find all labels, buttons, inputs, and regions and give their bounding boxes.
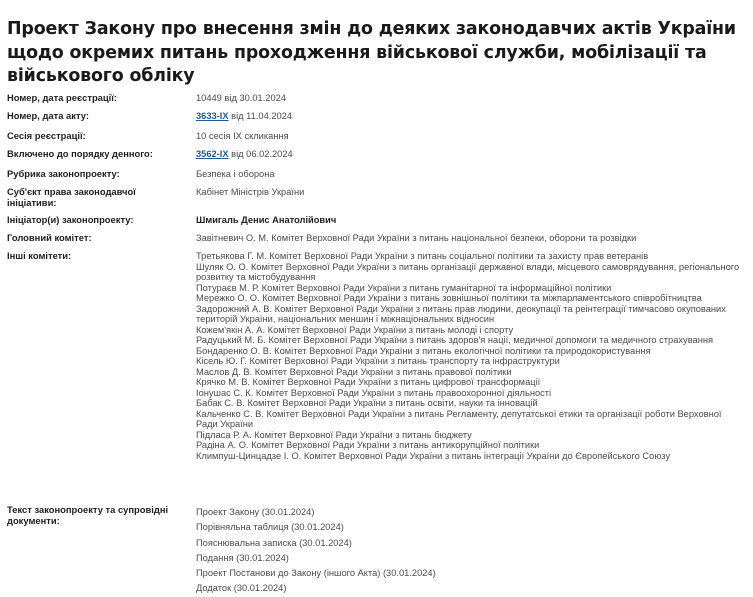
agenda-label: Включено до порядку денного: <box>7 148 153 159</box>
agenda-date: від 06.02.2024 <box>231 149 293 159</box>
agenda-value <box>196 149 744 160</box>
committee-item: Кальченко С. В. Комітет Верховної Ради України з питань Регламенту, депутатської етики та організації роботи Верховної Ради України <box>196 408 722 429</box>
document-link[interactable]: Проект Постанови до Закону (іншого Акта) (30.01.2024) <box>196 568 436 579</box>
committee-item: Крячко М. В. Комітет Верховної Ради України з питань цифрової трансформації <box>196 377 541 387</box>
committee-item: Третьякова Г. М. Комітет Верховної Ради України з питань соціальної політики та захисту прав ветеранів <box>196 251 649 261</box>
other-committees-list <box>196 251 744 461</box>
main-committee-value: Завітневич О. М. Комітет Верховної Ради України з питань національної безпеки, оборони та розвідки <box>196 233 637 243</box>
act-date: від 11.04.2024 <box>231 111 293 121</box>
committee-item: Задорожний А. В. Комітет Верховної Ради України з питань прав людини, деокупації та реінтеграції тимчасово окупованих територій України, національних меншин і міжнаціональних відносин <box>196 303 726 324</box>
committee-item: Іонушас С. К. Комітет Верховної Ради України з питань правоохоронної діяльності <box>196 387 552 398</box>
session-label: Сесія реєстрації: <box>7 130 86 141</box>
agenda-number-link[interactable]: 3562-IX <box>196 149 229 159</box>
documents-label: Текст законопроекту та супровідні документи: <box>7 504 169 526</box>
documents-list <box>196 505 744 597</box>
committee-item: Маслов Д. В. Комітет Верховної Ради України з питань правової політики <box>196 366 512 377</box>
committee-item: Шуляк О. О. Комітет Верховної Ради України з питань організації державної влади, місцевого самоврядування, регіонального розвитку та містобудування <box>196 261 740 282</box>
document-link[interactable]: Порівняльна таблиця (30.01.2024) <box>196 522 344 533</box>
committee-item: Мережко О. О. Комітет Верховної Ради України з питань зовнішньої політики та міжпарламентського співробітництва <box>196 293 702 303</box>
act-label: Номер, дата акту: <box>7 110 89 121</box>
rubric-value: Безпека і оборона <box>196 169 275 179</box>
committee-item: Климпуш-Цинцадзе І. О. Комітет Верховної Ради України з питань інтеграції України до Європейського Союзу <box>196 450 671 461</box>
committee-item: Бондаренко О. В. Комітет Верховної Ради України з питань екологічної політики та природокористування <box>196 345 651 356</box>
subject-label: Суб'єкт права законодавчої ініціативи: <box>7 186 136 208</box>
act-number-link[interactable]: 3633-IX <box>196 111 229 121</box>
page-title: Проект Закону про внесення змін до деяких законодавчих актів України щодо окремих питань проходження військової служби, мобілізації та військового обліку <box>7 19 736 86</box>
document-link[interactable]: Проект Закону (30.01.2024) <box>196 507 315 517</box>
act-value <box>196 111 744 122</box>
committee-item: Радіна А. О. Комітет Верховної Ради України з питань антикорупційної політики <box>196 440 540 450</box>
committee-item: Кісель Ю. Г. Комітет Верховної Ради України з питань транспорту та інфраструктури <box>196 356 560 366</box>
committee-item: Підласа Р. А. Комітет Верховної Ради України з питань бюджету <box>196 429 472 440</box>
rubric-label: Рубрика законопроекту: <box>7 168 120 179</box>
committee-item: Бабак С. В. Комітет Верховної Ради України з питань освіти, науки та інновацій <box>196 398 538 408</box>
document-link[interactable]: Подання (30.01.2024) <box>196 552 289 563</box>
document-link[interactable]: Пояснювальна записка (30.01.2024) <box>196 537 352 548</box>
subject-value: Кабінет Міністрів України <box>196 187 305 197</box>
initiator-label: Ініціатор(и) законопроекту: <box>7 214 134 225</box>
committee-item: Радуцький М. Б. Комітет Верховної Ради України з питань здоров'я нації, медичної допомоги та медичного страхування <box>196 335 714 345</box>
registration-value: 10449 від 30.01.2024 <box>196 93 286 103</box>
registration-label: Номер, дата реєстрації: <box>7 92 118 103</box>
main-committee-label: Головний комітет: <box>7 232 92 243</box>
committee-item: Потураєв М. Р. Комітет Верховної Ради України з питань гуманітарної та інформаційної політики <box>196 282 612 293</box>
initiator-value-wrap <box>196 215 744 226</box>
document-link[interactable]: Додаток (30.01.2024) <box>196 583 287 594</box>
other-committees-label: Інші комітети: <box>7 250 72 261</box>
initiator-value: Шмигаль Денис Анатолійович <box>196 215 337 225</box>
committee-item: Кожем'якін А. А. Комітет Верховної Ради України з питань молоді і спорту <box>196 324 514 335</box>
session-value: 10 сесія IX скликання <box>196 131 289 141</box>
